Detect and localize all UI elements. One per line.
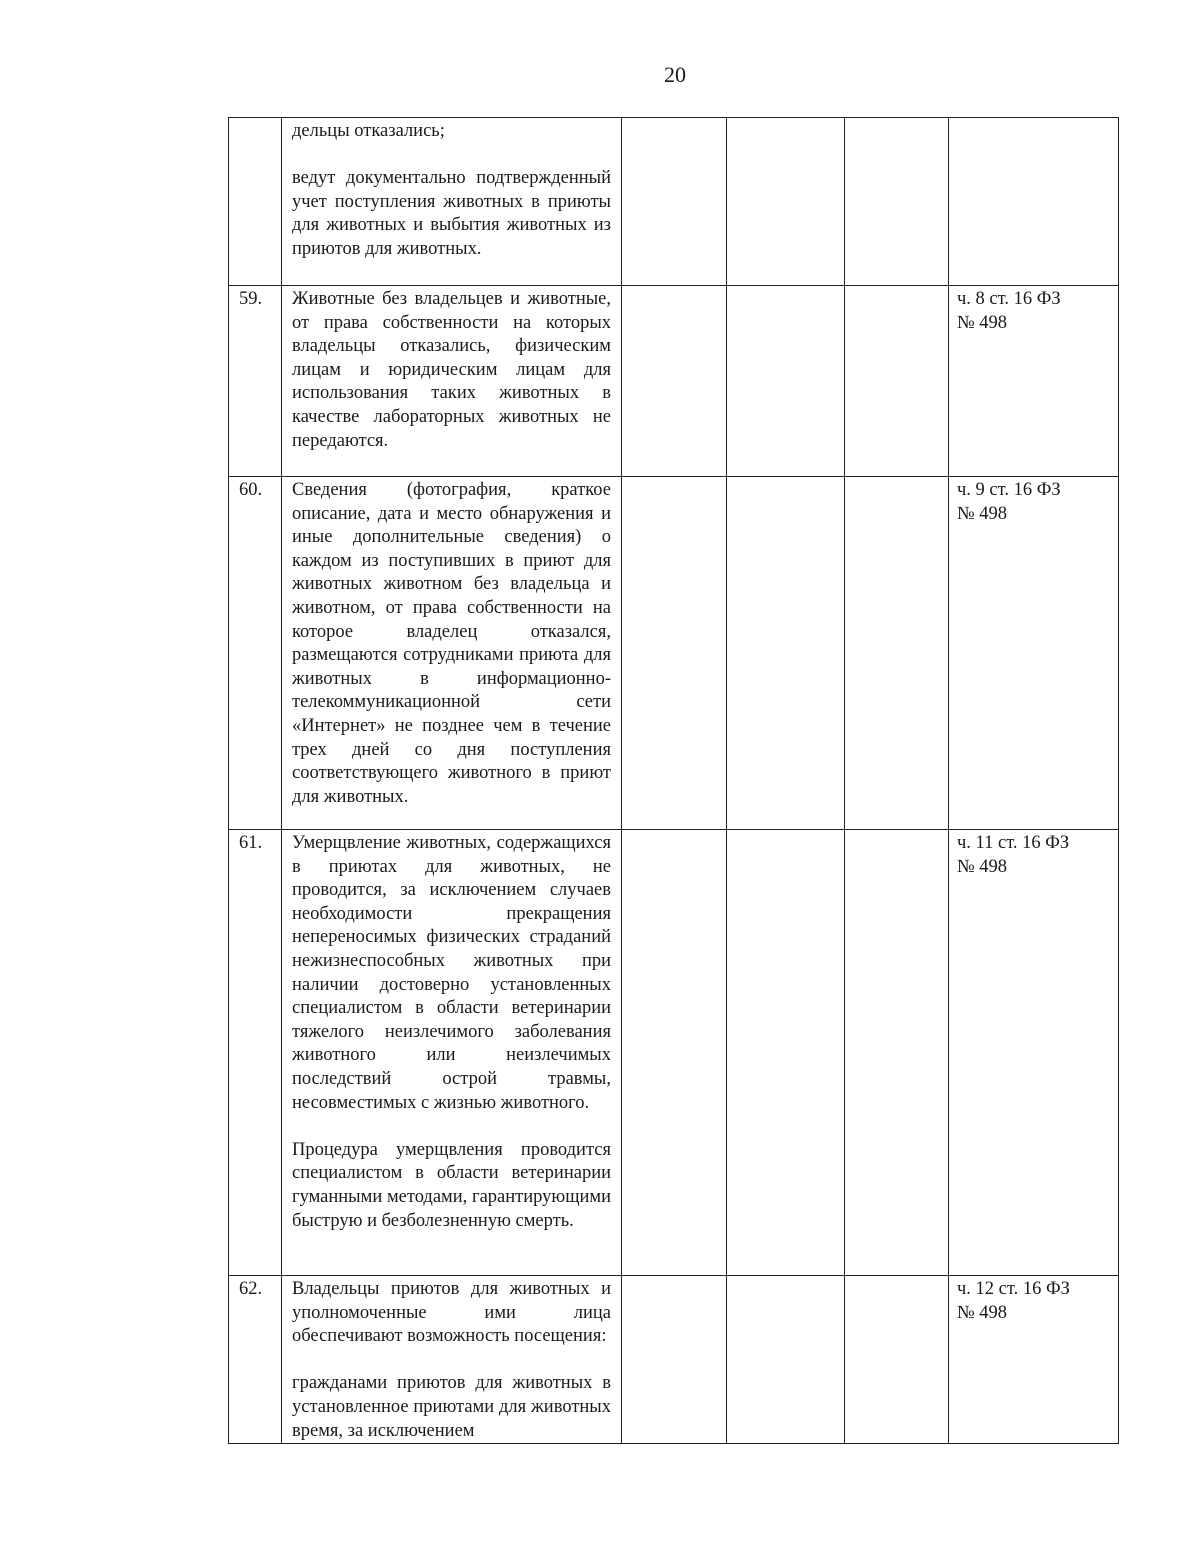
table-row [229, 1276, 1119, 1444]
requirement-paragraph: гражданами приютов для животных в установленное приютами для животных время, за исключением [292, 1373, 611, 1441]
row-number: 61. [229, 830, 282, 1276]
requirement-paragraph: ведут документально подтвержденный учет поступления животных в приюты для животных и выбытия животных из приютов для животных. [292, 168, 611, 259]
page-number: 20 [664, 62, 686, 87]
row-number: 59. [229, 286, 282, 477]
requirement-paragraph: Умерщвление животных, содержащихся в приютах для животных, не проводится, за исключением случаев необходимости прекращения непереносимых физических страданий нежизнеспособных животных при наличии достоверно установленных специалистом в области ветеринарии тяжелого неизлечимого заболевания животного или неизлечимых последствий острой травмы, несовместимых с жизнью животного. [292, 833, 611, 1113]
legal-reference [949, 477, 1119, 830]
legal-reference-line: ч. 12 ст. 16 ФЗ [957, 1279, 1070, 1299]
requirement-paragraph: дельцы отказались; [292, 121, 445, 141]
empty-cell [845, 118, 949, 286]
legal-reference-line: ч. 11 ст. 16 ФЗ [957, 833, 1070, 853]
legal-reference-line: № 498 [957, 1302, 1008, 1323]
legal-reference-line: № 498 [957, 856, 1008, 877]
row-number: 62. [229, 1276, 282, 1444]
empty-cell [727, 118, 845, 286]
empty-cell [727, 1276, 845, 1444]
empty-cell [622, 286, 727, 477]
requirement-paragraph: Животные без владельцев и животные, от права собственности на которых владельцы отказались, физическим лицам и юридическим лицам для использования таких животных в качестве лабораторных животных не передаются. [292, 289, 611, 451]
requirements-table [228, 117, 1119, 1444]
requirement-text [282, 830, 622, 1276]
empty-cell [727, 286, 845, 477]
empty-cell [845, 477, 949, 830]
empty-cell [845, 286, 949, 477]
requirement-paragraph: Владельцы приютов для животных и уполномоченные ими лица обеспечивают возможность посещения: [292, 1279, 611, 1347]
legal-reference [949, 830, 1119, 1276]
legal-reference-line: № 498 [957, 312, 1008, 333]
empty-cell [622, 1276, 727, 1444]
legal-reference-line: № 498 [957, 503, 1008, 524]
requirement-text [282, 286, 622, 477]
table-row [229, 477, 1119, 830]
empty-cell [727, 830, 845, 1276]
requirement-text [282, 477, 622, 830]
empty-cell [622, 118, 727, 286]
requirement-text [282, 1276, 622, 1444]
legal-reference-line: ч. 9 ст. 16 ФЗ [957, 480, 1061, 500]
requirement-paragraph: Процедура умерщвления проводится специалистом в области ветеринарии гуманными методами, гарантирующими быструю и безболезненную смерть. [292, 1139, 611, 1231]
empty-cell [845, 830, 949, 1276]
row-number [229, 118, 282, 286]
requirement-paragraph: Сведения (фотография, краткое описание, дата и место обнаружения и иные дополнительные сведения) о каждом из поступивших в приют для животных животном без владельца и животном, от права собственности на которое владелец отказался, размещаются сотрудниками приюта для животных в информационно-телекоммуникационной сети «Интернет» не позднее чем в течение трех дней со дня поступления соответствующего животного в приют для животных. [292, 480, 611, 807]
row-number: 60. [229, 477, 282, 830]
empty-cell [727, 477, 845, 830]
legal-reference [949, 1276, 1119, 1444]
legal-reference [949, 118, 1119, 286]
table-row [229, 286, 1119, 477]
table-row [229, 118, 1119, 286]
table-row [229, 830, 1119, 1276]
empty-cell [845, 1276, 949, 1444]
empty-cell [622, 830, 727, 1276]
legal-reference-line: ч. 8 ст. 16 ФЗ [957, 289, 1061, 309]
empty-cell [622, 477, 727, 830]
legal-reference [949, 286, 1119, 477]
requirement-text [282, 118, 622, 286]
